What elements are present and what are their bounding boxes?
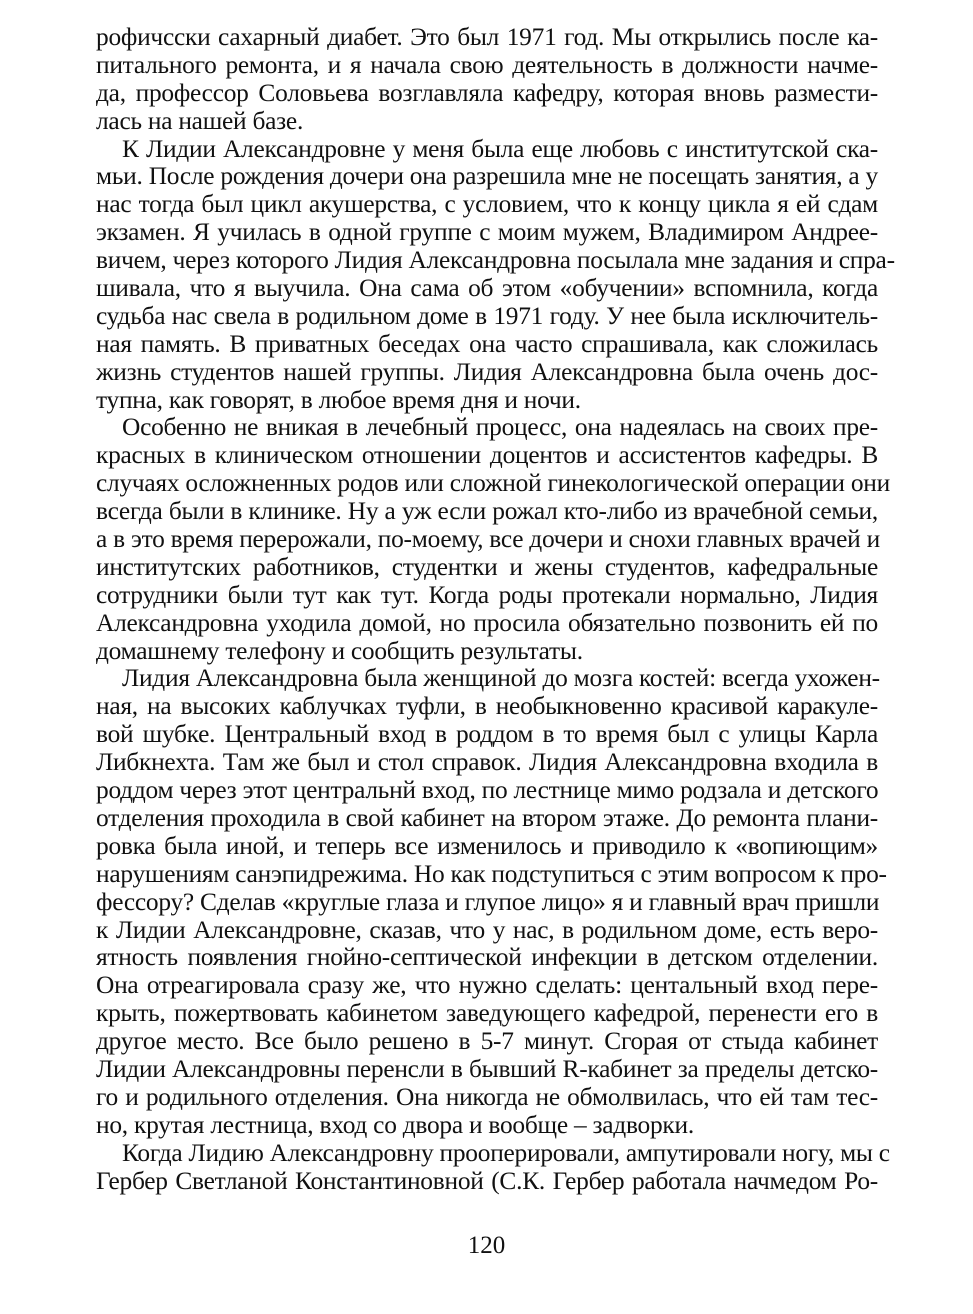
text-line: нарушениям санэпидрежима. Но как подступиться с этим вопросом к про- bbox=[96, 859, 887, 888]
page-number: 120 bbox=[467, 1232, 506, 1259]
text-line: мьи. После рождения дочери она разрешила мне не посещать занятия, а у bbox=[96, 162, 878, 191]
text-line: институтских работников, студентки и жены студентов, кафедральные bbox=[96, 552, 878, 581]
text-line: Лидии Александровны перенсли в бывший R-кабинет за пределы детско- bbox=[96, 1054, 878, 1083]
text-line: Когда Лидию Александровну прооперировали, ампутировали ногу, мы с bbox=[122, 1138, 890, 1167]
text-line: К Лидии Александровне у меня была еще любовь с институтской ска- bbox=[122, 134, 878, 163]
paragraph bbox=[96, 413, 890, 665]
paragraph bbox=[96, 134, 895, 415]
text-line: тупна, как говорят, в любое время дня и ночи. bbox=[96, 385, 581, 414]
text-line: лась на нашей базе. bbox=[96, 106, 304, 135]
text-line: Она отреагировала сразу же, что нужно сделать: центальный вход пере- bbox=[96, 971, 878, 1000]
text-line: Особенно не вникая в лечебный процесс, она надеялась на своих пре- bbox=[122, 413, 878, 442]
text-line: крыть, пожертвовать кабинетом заведующего кафедрой, перенести его в bbox=[96, 999, 878, 1028]
text-line: нас тогда был цикл акушерства, с условием, что к концу цикла я ей сдам bbox=[96, 190, 878, 219]
text-line: ная память. В приватных беседах она часто спрашивала, как сложилась bbox=[96, 329, 878, 358]
text-line: роддом через этот центральнй вход, по лестнице мимо родзала и детского bbox=[96, 776, 879, 805]
text-line: всегда были в клинике. Ну а уж если рожал кто-либо из врачебной семьи, bbox=[96, 497, 878, 526]
text-line: экзамен. Я училась в одной группе с моим мужем, Владимиром Андрее- bbox=[96, 218, 878, 247]
text-line: сотрудники были тут как тут. Когда роды протекали нормально, Лидия bbox=[96, 580, 878, 609]
text-line: рофичсски сахарный диабет. Это был 1971 год. Мы открылись после ка- bbox=[96, 23, 878, 51]
text-line: Александровна уходила домой, но просила обязательно позвонить ей по bbox=[96, 608, 878, 637]
text-line: Либкнехта. Там же был и стол справок. Лидия Александровна входила в bbox=[96, 748, 878, 777]
text-line: но, крутая лестница, вход со двора и вообще – задворки. bbox=[96, 1110, 694, 1139]
text-line: питального ремонта, и я начала свою деятельность в должности начме- bbox=[96, 50, 878, 79]
text-line: шивала, что я выучила. Она сама об этом «обучении» вспомнила, когда bbox=[96, 274, 878, 303]
body-text bbox=[96, 23, 895, 1195]
paragraph bbox=[96, 664, 887, 1139]
text-line: ятность появления гнойно-септической инфекции в детском отделении. bbox=[96, 943, 878, 972]
text-line: Лидия Александровна была женщиной до мозга костей: всегда ухожен- bbox=[122, 664, 880, 693]
paragraph bbox=[96, 24, 878, 136]
text-line: вичем, через которого Лидия Александровна посылала мне задания и спра- bbox=[96, 246, 895, 275]
text-line: случаях осложненных родов или сложной гинекологической операции они bbox=[96, 469, 890, 498]
text-line: Гербер Светланой Константиновной (С.К. Гербер работала начмедом Ро- bbox=[96, 1166, 878, 1195]
text-line: го и родильного отделения. Она никогда не обмолвилась, что ей там тес- bbox=[96, 1082, 878, 1111]
text-line: домашнему телефону и сообщить результаты. bbox=[96, 636, 583, 665]
text-line: к Лидии Александровне, сказав, что у нас, в родильном доме, есть веро- bbox=[96, 915, 878, 944]
paragraph bbox=[96, 1138, 890, 1196]
text-line: судьба нас свела в родильном доме в 1971 году. У нее была исключитель- bbox=[96, 301, 878, 330]
text-line: да, профессор Соловьева возглавляла кафедру, которая вновь размести- bbox=[96, 78, 878, 107]
text-line: фессору? Сделав «круглые глаза и глупое лицо» я и главный врач пришли bbox=[96, 887, 880, 916]
text-line: жизнь студентов нашей группы. Лидия Александровна была очень дос- bbox=[96, 357, 878, 386]
text-line: вой шубке. Центральный вход в роддом в то время был с улицы Карла bbox=[96, 720, 878, 749]
text-line: красных в клиническом отношении доцентов и ассистентов кафедры. В bbox=[96, 441, 878, 470]
text-line: а в это время перерожали, по-моему, все дочери и снохи главных врачей и bbox=[96, 525, 880, 554]
text-line: отделения проходила в свой кабинет на втором этаже. До ремонта плани- bbox=[96, 803, 878, 832]
text-line: ровка была иной, и теперь все изменилось и приводило к «вопиющим» bbox=[96, 831, 878, 860]
text-line: ная, на высоких каблучках туфли, в необыкновенно красивой каракуле- bbox=[96, 692, 878, 721]
text-line: другое место. Все было решено в 5-7 минут. Сгорая от стыда кабинет bbox=[96, 1027, 878, 1056]
